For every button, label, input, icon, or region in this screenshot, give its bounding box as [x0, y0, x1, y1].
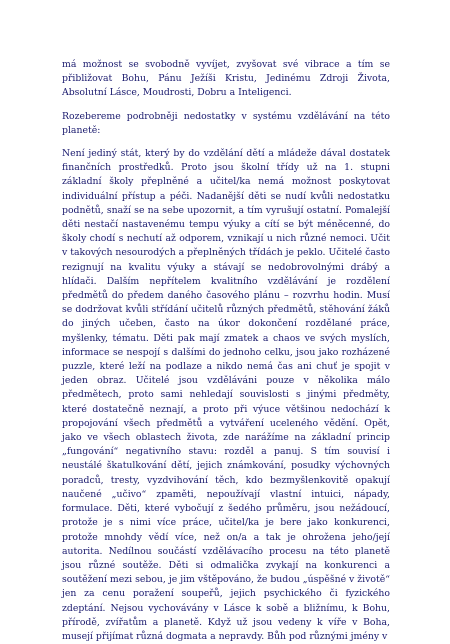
- document-body: [62, 58, 390, 644]
- paragraph-main: Není jediný stát, který by do vzdělání dětí a mládeže dával dostatek finančních prostředků. Proto jsou školní třídy už na 1. stupni základní školy přeplněné a učitel/ka nemá možnost poskytovat individuální přístup a péči. Nadanější děti se nudí kvůli nedostatku podnětů, snaží se na sebe upozornit, a tím vyrušují ostatní. Pomalejší děti nestačí nastavenému tempu výuky a cítí se být méněcenné, do školy chodí s nechutí až odporem, vznikají u nich různé nemoci. Učit v takových nesourodých a přeplněných třídách je peklo. Učitelé často rezignují na kvalitu výuky a stávají se nedobrovolnými drábý a hlídači. Dalším nepřítelem kvalitního vzdělávání je rozdělení předmětů do předem daného časového plánu – rozvrhu hodin. Musí se dodržovat kvůli střídání učitelů různých předmětů, stěhování žáků do jiných učeben, často na úkor dokončení rozdělané práce, myšlenky, tématu. Děti pak mají zmatek a chaos ve svých myslích, informace se nespojí s dalšími do jednoho celku, jsou jako rozházené puzzle, které leží na podlaze a nikdo nemá čas ani chuť je spojit v jeden obraz. Učitelé jsou vzděláváni pouze v několika málo předmětech, proto sami nehledají souvislosti s jinými předměty, které dostatečně neznají, a proto při výuce většinou nedochází k propojování všech předmětů a vytváření uceleného vědění. Opět, jako ve všech oblastech života, zde narážíme na základní princip „fungování“ negativního stavu: rozděl a panuj. S tím souvisí i neustálé škatulkování dětí, jejich známkování, posudky výchovných poradců, tresty, vyzdvihování těch, kdo bezmyšlenkovitě opakují naučené „učivo“ zpaměti, nepoužívají vlastní intuici, nápady, formulace. Děti, které vybočují z šedého průměru, jsou nežádoucí, protože je s nimi více práce, učitel/ka je bere jako konkurenci, protože mnohdy vědí více, než on/a a tak je ohrožena jeho/její autorita. Nedílnou součástí vzdělávacího procesu na této planetě jsou různé soutěže. Děti si odmalička zvykají na konkurenci a soutěžení mezi sebou, je jim vštěpováno, že budou „úspěšné v životě“ jen za cenu poražení soupeřů, jejich psychického či fyzického zdeptání. Nejsou vychovávány v Lásce k sobě a bližnímu, k Bohu, přírodě, zvířatům a planetě. Když už jsou vedeny k víře v Boha, musejí přijímat různá dogmata a nepravdy. Bůh pod různými jmény v: [62, 148, 390, 642]
- paragraph-intro: má možnost se svobodně vyvíjet, zvyšovat své vibrace a tím se přibližovat Bohu, Pánu Ježíši Kristu, Jedinému Zdroji Života, Absolutní Lásce, Moudrosti, Dobru a Inteligenci.: [62, 59, 390, 99]
- paragraph-heading-statement: Rozebereme podrobněji nedostatky v systému vzdělávání na této planetě:: [62, 110, 390, 136]
